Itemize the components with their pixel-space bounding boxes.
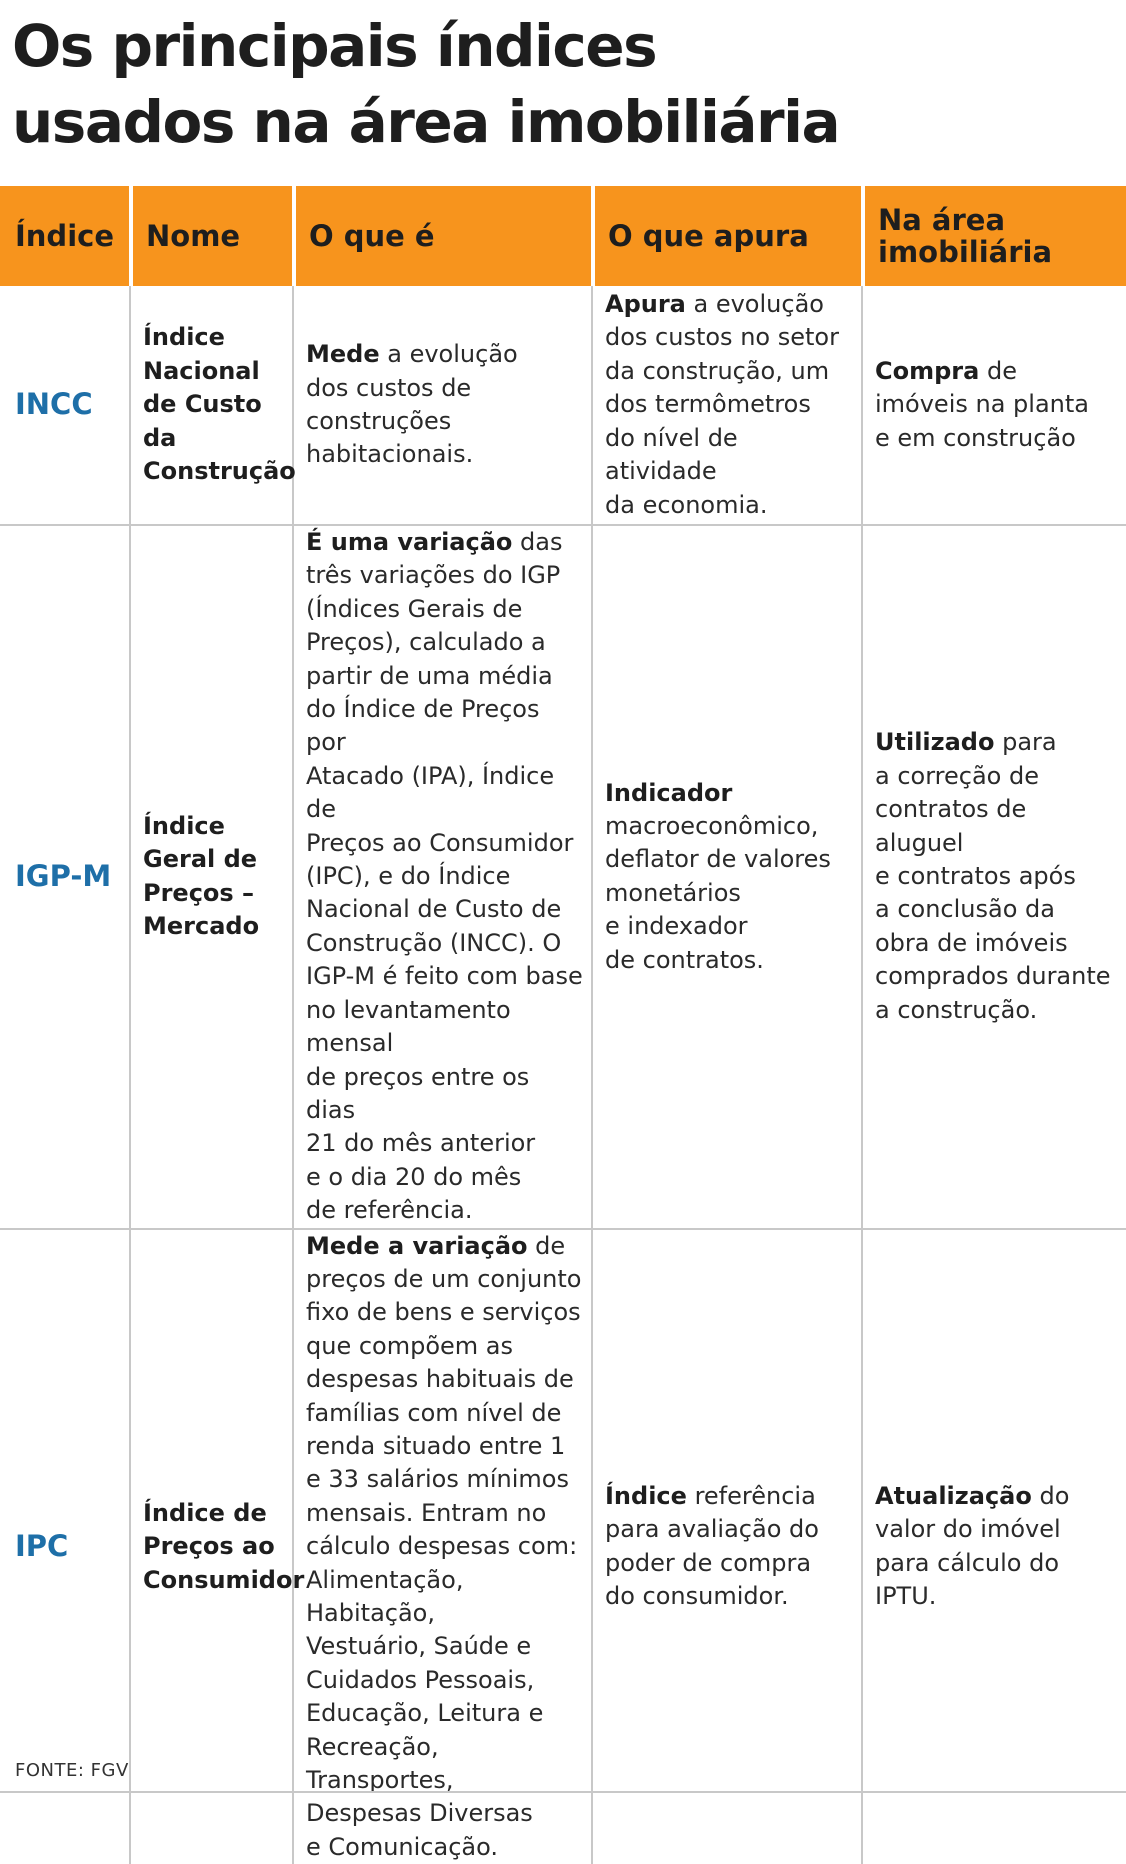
what-text: a evolução dos custos de construções habitacionais.: [306, 340, 518, 469]
realestate-cell: [861, 1230, 1126, 1864]
realestate-bold: Atualização: [875, 1482, 1032, 1511]
measures-text: macroeconômico, deflator de valores monetários e indexador de contratos.: [605, 811, 831, 974]
table-row: [0, 286, 1126, 526]
header-measures: O que apura: [591, 186, 861, 286]
table-row: [0, 1230, 1126, 1864]
header-index: Índice: [0, 186, 129, 286]
what-text: das três variações do IGP (Índices Gerais de Preços), calculado a partir de uma média do Índice de Preços por Atacado (IPA), Índice de Preços ao Consumidor (IPC), e do Índice Nacional de Custo de Construção (INCC). O IGP-M é feito com base no levantamento mensal de preços entre os dias 21 do mês anterior e o dia 20 do mês de referência.: [306, 528, 583, 1225]
what-bold: Mede: [306, 340, 380, 369]
index-code: IGP-M: [0, 526, 129, 1230]
page-title: [12, 8, 1112, 160]
header-realestate: Na área imobiliária: [861, 186, 1126, 286]
what-cell: [292, 526, 591, 1230]
index-name: Índice Nacional de Custo da Construção: [129, 286, 292, 526]
measures-text: referência para avaliação do poder de compra do consumidor.: [605, 1482, 819, 1611]
index-code: IPC: [15, 1529, 69, 1564]
measures-bold: Apura: [605, 290, 686, 319]
realestate-cell: [861, 286, 1126, 526]
header-row: [0, 186, 1126, 286]
index-name: Índice Geral de Preços – Mercado: [129, 526, 292, 1230]
header-name: Nome: [129, 186, 292, 286]
what-bold: Mede a variação: [306, 1231, 528, 1260]
header-what: O que é: [292, 186, 591, 286]
measures-bold: Índice: [605, 1482, 687, 1511]
table-row: [0, 526, 1126, 1230]
realestate-text: para a correção de contratos de aluguel e contratos após a conclusão da obra de imóveis comprados durante a construção.: [875, 728, 1111, 1024]
measures-cell: [591, 526, 861, 1230]
measures-cell: [591, 286, 861, 526]
what-text: de preços de um conjunto fixo de bens e serviços que compõem as despesas habituais de famílias com nível de renda situado entre 1 e 33 salários mínimos mensais. Entram no cálculo despesas com: Alimentação, Habitação, Vestuário, Saúde e Cuidados Pessoais, Educação, Leitura e Recreação, Transportes, Despesas Diversas e Comunicação.: [306, 1231, 582, 1861]
source-note: FONTE: FGV: [15, 1760, 129, 1781]
what-cell: [292, 286, 591, 526]
index-name: Índice de Preços ao Consumidor: [129, 1230, 292, 1864]
indices-table: [0, 186, 1126, 1864]
bottom-divider: [0, 1791, 1126, 1793]
title-line-2: usados na área imobiliária: [12, 88, 840, 156]
title-line-1: Os principais índices: [12, 12, 657, 80]
realestate-cell: [861, 526, 1126, 1230]
realestate-text: do valor do imóvel para cálculo do IPTU.: [875, 1482, 1070, 1611]
index-code: INCC: [0, 286, 129, 526]
measures-cell: [591, 1230, 861, 1864]
realestate-text: de imóveis na planta e em construção: [875, 356, 1089, 452]
measures-bold: Indicador: [605, 778, 733, 807]
what-cell: [292, 1230, 591, 1864]
measures-text: a evolução dos custos no setor da construção, um dos termômetros do nível de atividade da economia.: [605, 290, 839, 519]
realestate-bold: Compra: [875, 356, 980, 385]
realestate-bold: Utilizado: [875, 728, 995, 757]
what-bold: É uma variação: [306, 528, 513, 556]
